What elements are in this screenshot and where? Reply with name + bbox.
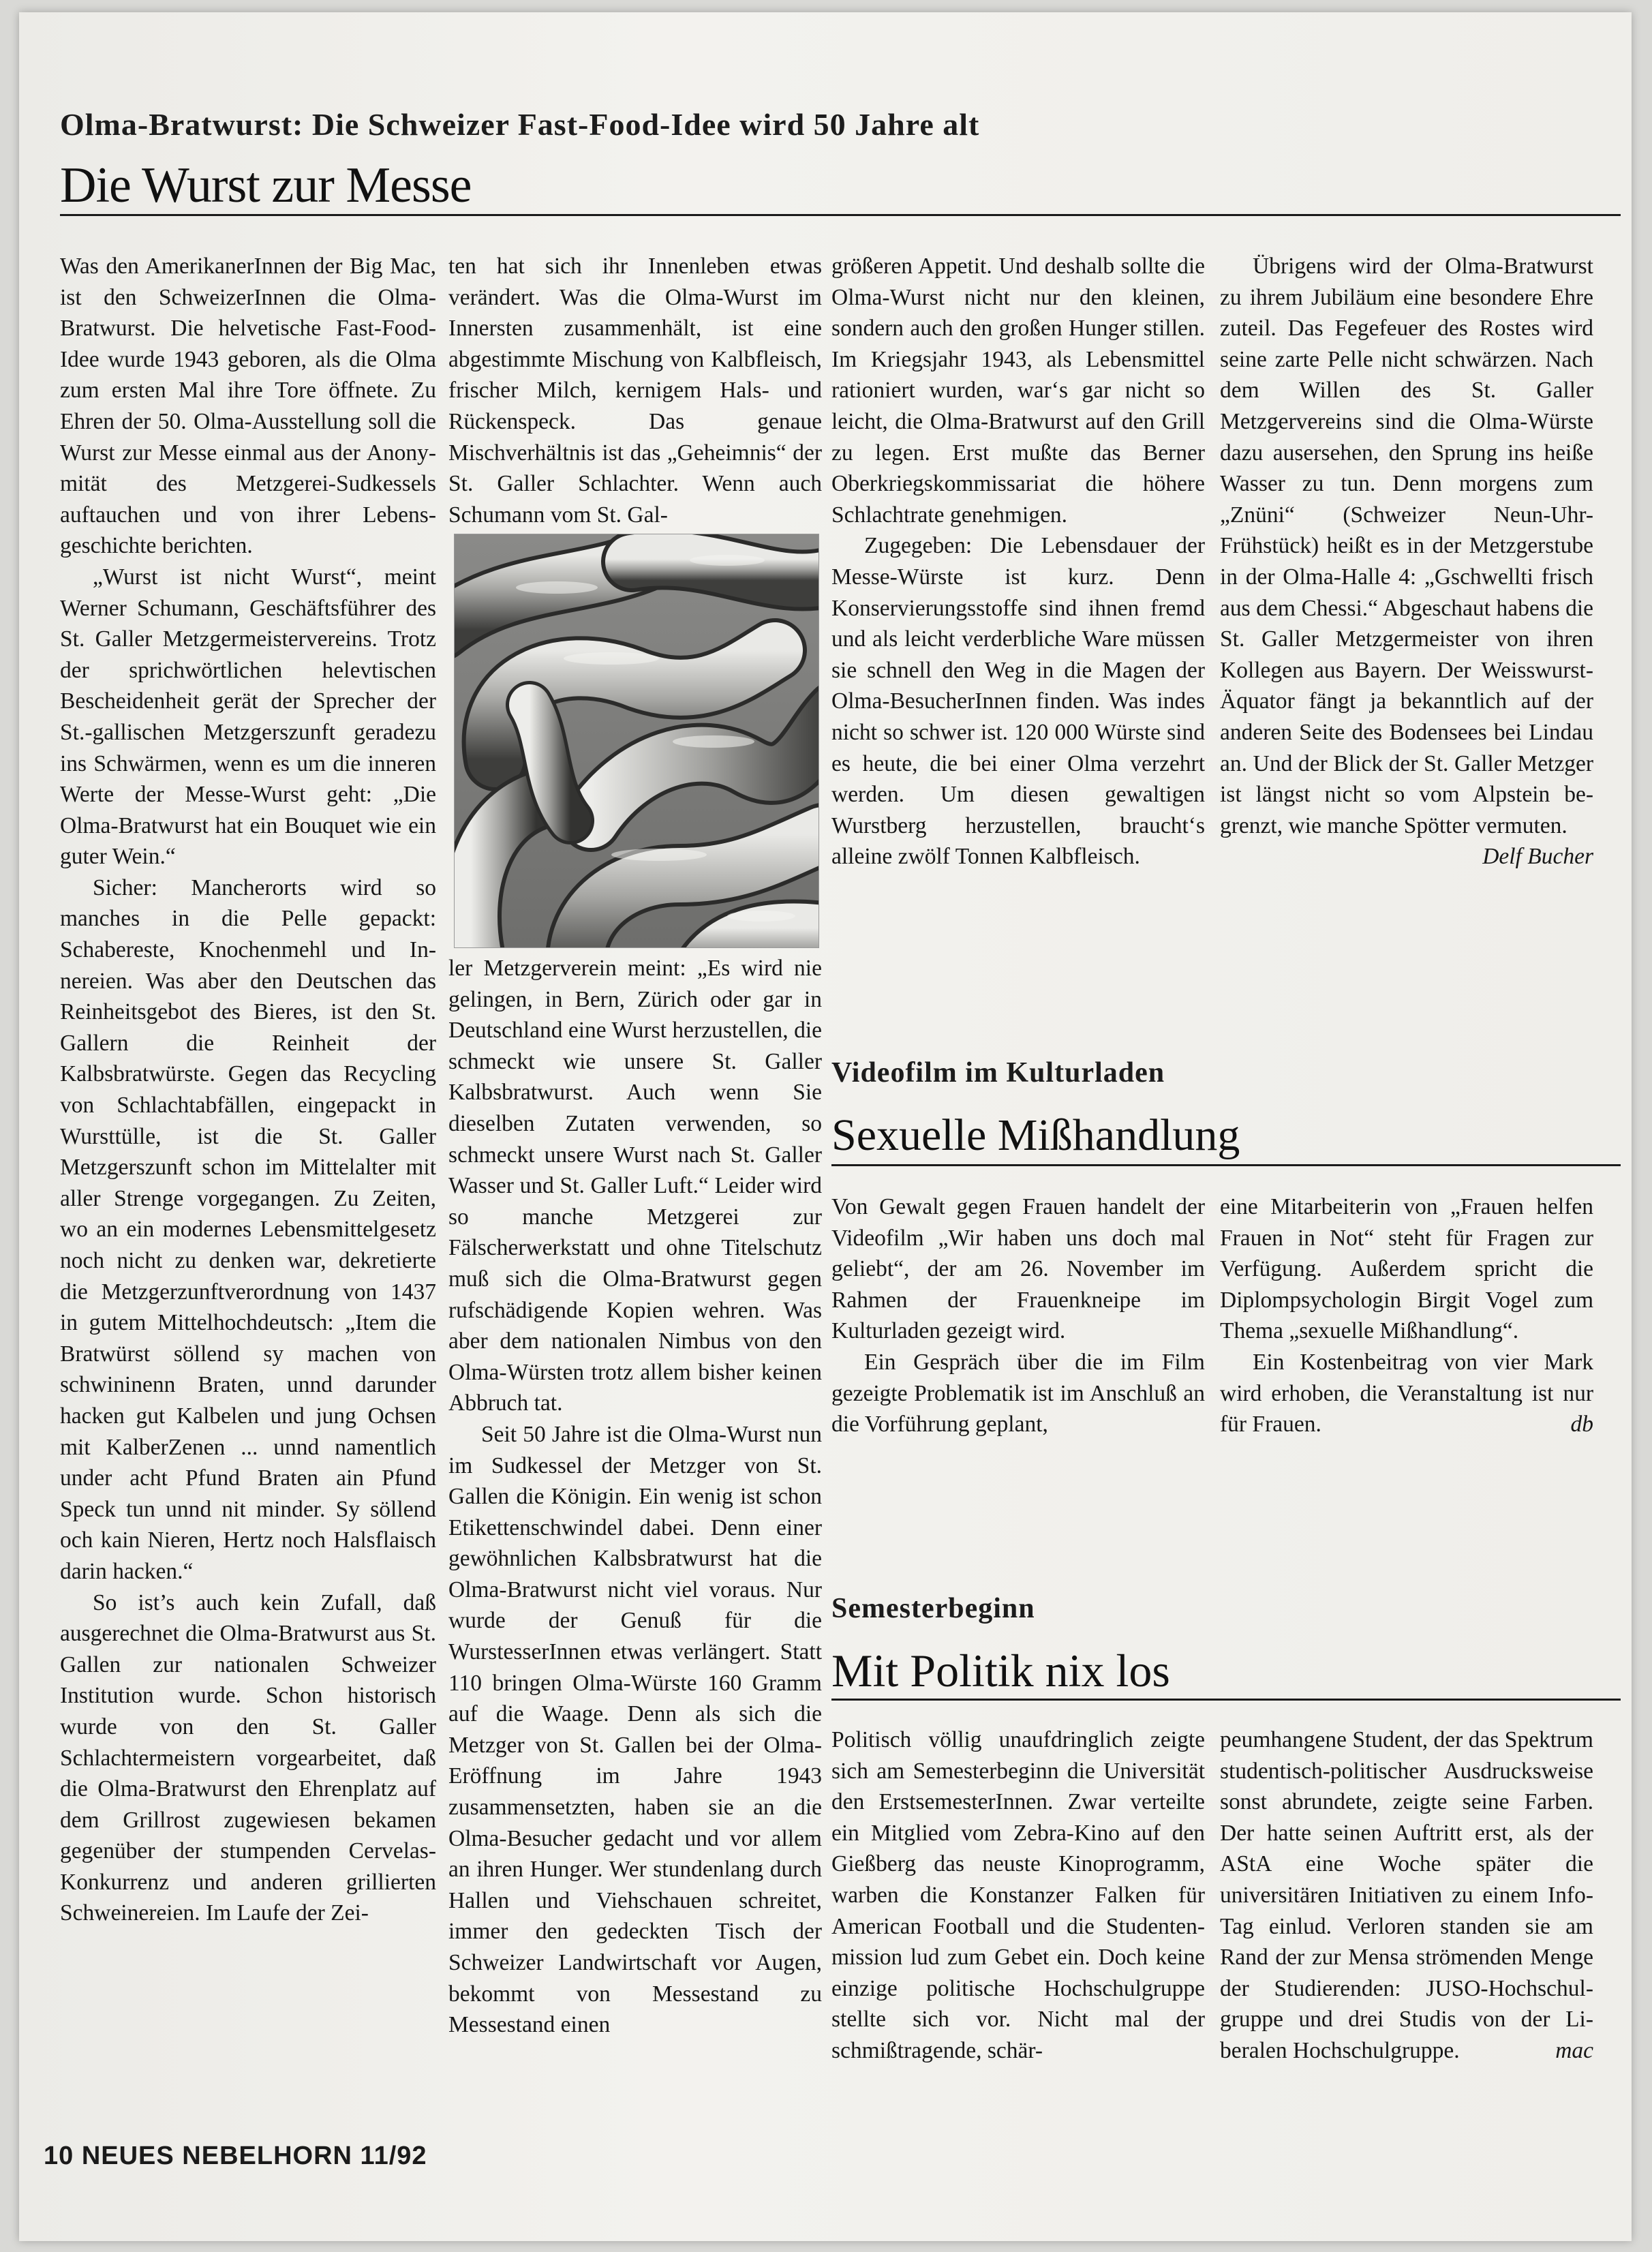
article1-col3-paragraph: Zugegeben: Die Lebensdauer der Messe-Würste ist kurz. Denn Konservierungsstoffe sind ihnen fremd und als leicht verderbliche Ware müssen sie schnell den Weg in die Magen der Olma-BesucherInnen finden. Was indes nicht so schwer ist. 120 000 Würste sind es heute, die bei einer Olma verzehrt werden. Um diesen gewaltigen Wurstberg herzustellen, braucht‘s alleine zwölf Tonnen Kalbfleisch. (831, 533, 1205, 870)
article1-col1-paragraph: Sicher: Mancherorts wird so manches in die Pelle gepackt: Schabereste, Knochenmehl und Innereien. Was aber den Deutschen das Reinheitsgebot des Bieres, ist den St. Gallern die Reinheit der Kalbsbratwürste. Gegen das Recycling von Schlachtabfällen, eingepackt in Wursttülle, ist die St. Galler Metzgerszunft schon im Mittelalter mit aller Strenge vorgegangen. Zu Zeiten, wo an ein modernes Lebensmittelgesetz noch nicht zu denken war, dekretierte die Metzgerzunftverordnung von 1437 in gutem Mittelhochdeutsch: „Item die Bratwürst söllend sy machen von schwininenn Braten, unnd darunder hacken gut Kalbelen und jung Ochsen mit KalberZenen ... unnd namentlich under acht Pfund Braten ain Pfund Speck tun unnd nit minder. Sy söllend och kain Nieren, Hertz noch Halsflaisch darin hacken.“ (60, 874, 436, 1584)
article1-col4-text: Übrigens wird der Olma-Bratwurst zu ihrem Jubiläum eine besondere Ehre zuteil. Das Fegefeuer des Rostes wird seine zarte Pelle nicht schwärzen. Nach dem Willen des St. Galler Metzgervereins sind die Olma-Würste dazu ausersehen, den Sprung ins heiße Wasser zu tun. Denn morgens zum „Znüni“ (Schweizer Neun-Uhr-Frühstück) heißt es in der Metzgerstube in der Olma-Halle 4: „Gschwellti frisch aus dem Chessi.“ Abgeschaut habens die St. Galler Metzgermeister von ihren Kollegen aus Bayern. Der Weisswurst-Äquator fängt ja bekanntlich auf der anderen Seite des Bodensees bei Lindau an. Und der Blick der St. Galler Metzger ist längst nicht so vom Alpstein begrenzt, wie manche Spötter vermuten. (1220, 254, 1593, 838)
article1-col1-paragraph: „Wurst ist nicht Wurst“, meint Werner Schumann, Geschäftsführer des St. Galler Metzgermeistervereins. Trotz der sprichwörtlichen helevtischen Bescheidenheit gerät der Sprecher der St.-gallischen Metzgerszunft geradezu ins Schwärmen, wenn es um die inneren Werte der Messe-Wurst geht: „Die Olma-Bratwurst hat ein Bouquet wie ein guter Wein.“ (60, 564, 436, 870)
article1-column-2-bottom (448, 953, 822, 2041)
article3-signature: mac (1555, 2037, 1593, 2063)
article2-signature: db (1570, 1412, 1593, 1437)
article1-column-2-top (448, 251, 822, 530)
article1-column-4 (1220, 251, 1593, 872)
article1-col2-paragraph: Seit 50 Jahre ist die Olma-Wurst nun im Sudkessel der Metzger von St. Gallen die Königin. Ein wenig ist schon Etikettenschwindel dabei. Denn einer gewöhnlichen Kalbsbratwurst hat die Olma-Bratwurst nicht viel voraus. Nur wurde der Genuß für die WurstesserInnen etwas verlängert. Statt 110 bringen Olma-Würste 160 Gramm auf die Waage. Denn als sich die Metzger von St. Gallen bei der Olma-Eröffnung im Jahre 1943 zusammensetzten, haben sie an die Olma-Besucher gedacht und vor allem an ihren Hunger. Wer stundenlang durch Hallen und Viehschauen schreitet, immer den gedeckten Tisch der Schweizer Landwirtschaft vor Augen, bekommt von Messestand zu Messestand einen (448, 1421, 822, 2038)
article3-headline: Mit Politik nix los (831, 1645, 1170, 1696)
article3-col1-paragraph: Politisch völlig unaufdringlich zeigte sich am Semesterbeginn die Universität den ErstsemesterInnen. Zwar verteilte ein Mitglied vom Zebra-Kino auf den Gießberg das neuste Kinoprogramm, warben die Konstanzer Falken für American Football und die Studentenmission lud zum Gebet ein. Doch keine einzige politische Hochschulgruppe stellte sich vor. Nicht mal der schmißtragende, schär- (831, 1727, 1205, 2063)
article3-col2-text: peumhangene Student, der das Spektrum studentisch-politischer Ausdrucksweise sonst abrundete, zeigte seine Farben. Der hatte seinen Auftritt erst, als der AStA eine Woche später die universitären Initiativen zu einem Info-Tag einlud. Verloren standen sie am Rand der zur Mensa strömenden Menge der Studierenden: JUSO-Hochschulgruppe und drei Studis von der Liberalen Hochschulgruppe. (1220, 1727, 1593, 2063)
sausage-photo (454, 534, 819, 948)
article3-column-2 (1220, 1724, 1593, 2067)
article2-col1-paragraph: Ein Gespräch über die im Film gezeigte Problematik ist im Anschluß an die Vorführung geplant, (831, 1349, 1205, 1437)
article1-headline: Die Wurst zur Messe (60, 157, 472, 213)
article2-col2-text: Ein Kostenbeitrag von vier Mark wird erhoben, die Veranstaltung ist nur für Frauen. (1220, 1349, 1593, 1437)
article2-column-2 (1220, 1191, 1593, 1440)
article3-rule (831, 1699, 1621, 1701)
article2-column-1 (831, 1191, 1205, 1440)
article1-rule (60, 214, 1621, 216)
article1-kicker: Olma-Bratwurst: Die Schweizer Fast-Food-Idee wird 50 Jahre alt (60, 107, 980, 142)
article2-col1-paragraph: Von Gewalt gegen Frauen handelt der Videofilm „Wir haben uns doch mal geliebt“, der am 26. November im Rahmen der Frauenkneipe im Kulturladen gezeigt wird. (831, 1194, 1205, 1344)
article1-column-3 (831, 251, 1205, 872)
article1-col1-paragraph: So ist’s auch kein Zufall, daß ausgerechnet die Olma-Bratwurst aus St. Gallen zur nationalen Schweizer Institution wurde. Schon historisch wurde von den St. Galler Schlachtermeistern vorgearbeitet, daß die Olma-Bratwurst den Ehrenplatz auf dem Grillrost zugewiesen bekamen gegenüber der stumpenden Cervelas-Konkurrenz und anderen grillierten Schweinereien. Im Laufe der Zei- (60, 1589, 436, 1926)
article3-kicker: Semesterbeginn (831, 1593, 1035, 1624)
newspaper-page (19, 12, 1632, 2241)
article1-col2-paragraph: ten hat sich ihr Innenleben etwas verändert. Was die Olma-Wurst im Innersten zusammenhält, ist eine abgestimmte Mischung von Kalbfleisch, frischer Milch, kernigem Hals- und Rückenspeck. Das genaue Mischverhältnis ist das „Geheimnis“ der St. Galler Schlachter. Wenn auch Schumann vom St. Gal- (448, 254, 822, 528)
page-footer: 10 NEUES NEBELHORN 11/92 (44, 2142, 427, 2170)
article1-column-1 (60, 251, 436, 1929)
article1-col3-paragraph: größeren Appetit. Und deshalb sollte die Olma-Wurst nicht nur den kleinen, sondern auch den großen Hunger stillen. Im Kriegsjahr 1943, als Lebensmittel rationiert wurden, war‘s gar nicht so leicht, die Olma-Bratwurst auf den Grill zu legen. Erst mußte das Berner Oberkriegskommissariat die höhere Schlachtrate genehmigen. (831, 254, 1205, 528)
article1-col1-paragraph: Was den AmerikanerInnen der Big Mac, ist den SchweizerInnen die Olma-Bratwurst. Die helvetische Fast-Food-Idee wurde 1943 geboren, als die Olma zum ersten Mal ihre Tore öffnete. Zu Ehren der 50. Olma-Ausstellung soll die Wurst zur Messe einmal aus der Anonymität des Metzgerei-Sudkessels auftauchen und von ihrer Lebensgeschichte berichten. (60, 254, 436, 559)
article2-rule (831, 1164, 1621, 1166)
article1-col2-paragraph: ler Metzgerverein meint: „Es wird nie gelingen, in Bern, Zürich oder gar in Deutschland eine Wurst herzustellen, die schmeckt wie unsere St. Galler Kalbsbratwurst. Auch wenn Sie dieselben Zutaten verwenden, so schmeckt unsere Wurst nach St. Galler Wasser und St. Galler Luft.“ Leider wird so manche Metzgerei zur Fälscherwerkstatt und ohne Titelschutz muß sich die Olma-Bratwurst gegen rufschädigende Kopien wehren. Was aber dem nationalen Nimbus von den Olma-Würsten trotz allem bisher keinen Abbruch tat. (448, 956, 822, 1416)
article2-col2-paragraph (1220, 1347, 1593, 1440)
article2-headline: Sexuelle Mißhandlung (831, 1110, 1240, 1160)
article2-col2-paragraph: eine Mitarbeiterin von „Frauen helfen Frauen in Not“ steht für Fragen zur Verfügung. Außerdem spricht die Diplompsychologin Birgit Vogel zum Thema „sexuelle Mißhandlung“. (1220, 1194, 1593, 1344)
article2-kicker: Videofilm im Kulturladen (831, 1057, 1165, 1089)
article3-column-1 (831, 1724, 1205, 2067)
article1-signature: Delf Bucher (1482, 844, 1593, 870)
article3-col2-paragraph (1220, 1724, 1593, 2067)
article1-col4-paragraph (1220, 251, 1593, 870)
